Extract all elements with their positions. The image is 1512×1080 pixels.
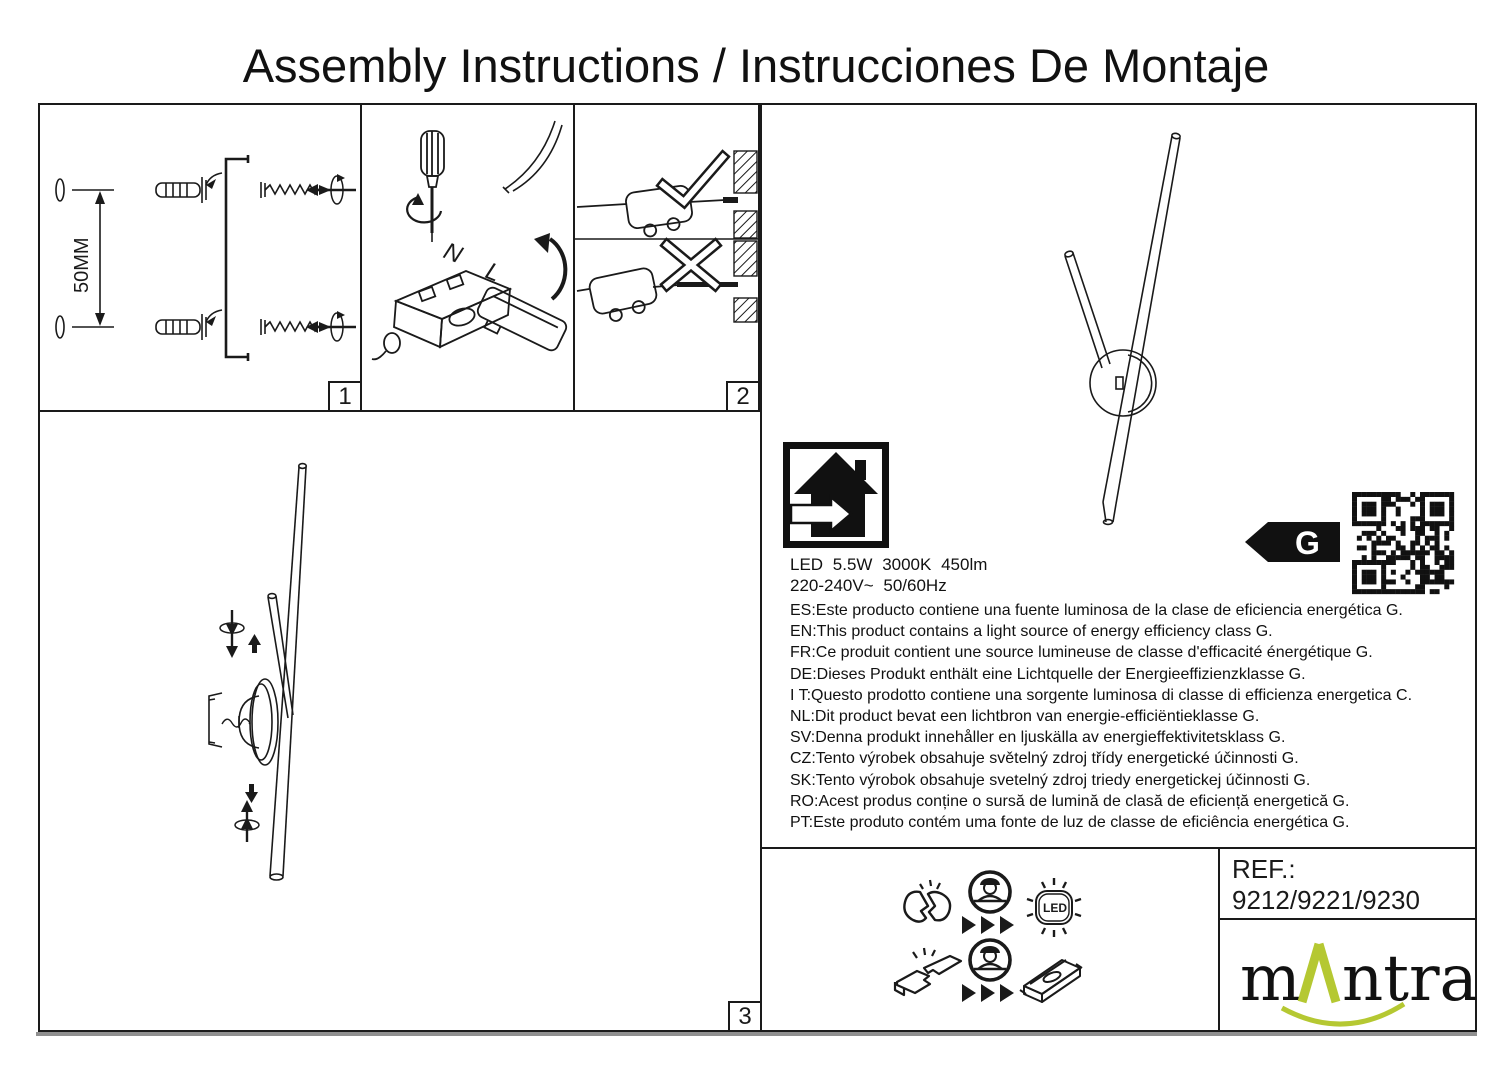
screwdriver-icon: [407, 131, 444, 242]
professional-icon: [966, 936, 1014, 984]
statement-it: I T:Questo prodotto contiene una sorgente luminosa di classe di efficienza energetica C.: [790, 686, 1413, 704]
energy-class-letter: G: [1295, 525, 1320, 561]
bottom-shadow-line: [36, 1032, 1477, 1036]
brand-caret-icon: [1302, 944, 1336, 1002]
wall-section: [734, 151, 757, 322]
energy-statements: [790, 600, 1412, 833]
brand-logo: [1236, 930, 1478, 1026]
panel-3-number: 3: [728, 1001, 762, 1032]
rotate-down-arrow: [220, 610, 244, 658]
dimension-label: 50MM: [71, 237, 93, 293]
panel-2a-drawing: [362, 105, 573, 410]
rotate-up-arrow: [235, 800, 259, 842]
terminal-neutral-label: N: [439, 237, 466, 270]
terminal-live-label: L: [481, 257, 505, 288]
rotation-arrow-icon: [312, 176, 356, 204]
energy-class-arrow: [1243, 521, 1341, 563]
statement-en: EN:This product contains a light source of energy efficiency class G.: [790, 623, 1273, 641]
panel-2b-drawing: [575, 105, 758, 410]
panel-2-number: 2: [726, 381, 760, 412]
led-lamp-icon: [1022, 874, 1084, 940]
mains-wires: [503, 121, 562, 193]
page-title: Assembly Instructions / Instrucciones De Montaje: [242, 39, 1270, 92]
statement-fr: FR:Ce produit contient une source lumineuse de classe d'efficacité énergétique G.: [790, 644, 1373, 662]
panel-1-number: 1: [328, 381, 362, 412]
professional-icon: [966, 868, 1014, 916]
statement-ro: RO:Acest produs conține o sursă de lumină de clasă de eficiență energetică G.: [790, 792, 1350, 810]
ref-numbers: 9212/9221/9230: [1232, 885, 1420, 915]
arrows-icon: [962, 984, 1018, 1002]
statement-cz: CZ:Tento výrobek obsahuje světelný zdroj třídy energetické účinnosti G.: [790, 750, 1299, 768]
spec-power: 220-240V~ 50/60Hz: [790, 576, 947, 595]
led-label: LED: [1043, 901, 1067, 915]
statement-nl: NL:Dit product bevat een lichtbron van energie-efficiëntieklasse G.: [790, 708, 1260, 726]
ref-label: REF.:: [1232, 854, 1296, 884]
driver-box-icon: [1016, 950, 1086, 1006]
statement-de: DE:Dieses Produkt enthält eine Lichtquelle der Energieeffizienzklasse G.: [790, 665, 1306, 683]
rotation-arrow-icon: [312, 313, 356, 341]
broken-light-source-icon: [898, 874, 958, 938]
broken-driver-icon: [891, 942, 965, 1004]
spec-lamp: LED 5.5W 3000K 450lm: [790, 555, 988, 574]
statement-es: ES:Este producto contiene una fuente luminosa de la clase de eficiencia energética G.: [790, 602, 1403, 619]
brand-text-ntra: ntra: [1342, 942, 1478, 1016]
bracket-icon: [226, 155, 248, 361]
arrows-icon: [962, 916, 1018, 934]
correct-wiring: [577, 157, 738, 239]
push-up-arrow: [248, 634, 261, 653]
ref-cell: [1218, 848, 1477, 920]
panel-1-drawing: [40, 105, 360, 410]
rotate-arrow: [550, 239, 565, 299]
statement-sk: SK:Tento výrobok obsahuje svetelný zdroj triedy energetickej účinnosti G.: [790, 771, 1311, 789]
panel-3-drawing: [40, 412, 760, 1030]
cross-icon: [667, 245, 715, 285]
indoor-use-icon: [783, 442, 889, 548]
brand-text-m: m: [1240, 942, 1301, 1016]
wrong-wiring: [577, 245, 738, 325]
qr-code: [1352, 492, 1454, 594]
statement-sv: SV:Denna produkt innehåller en ljuskälla av energieffektivitetsklass G.: [790, 729, 1286, 747]
statement-pt: PT:Este produto contém uma fonte de luz de classe de eficiência energética G.: [790, 814, 1350, 832]
product-drawing: [1050, 106, 1350, 546]
